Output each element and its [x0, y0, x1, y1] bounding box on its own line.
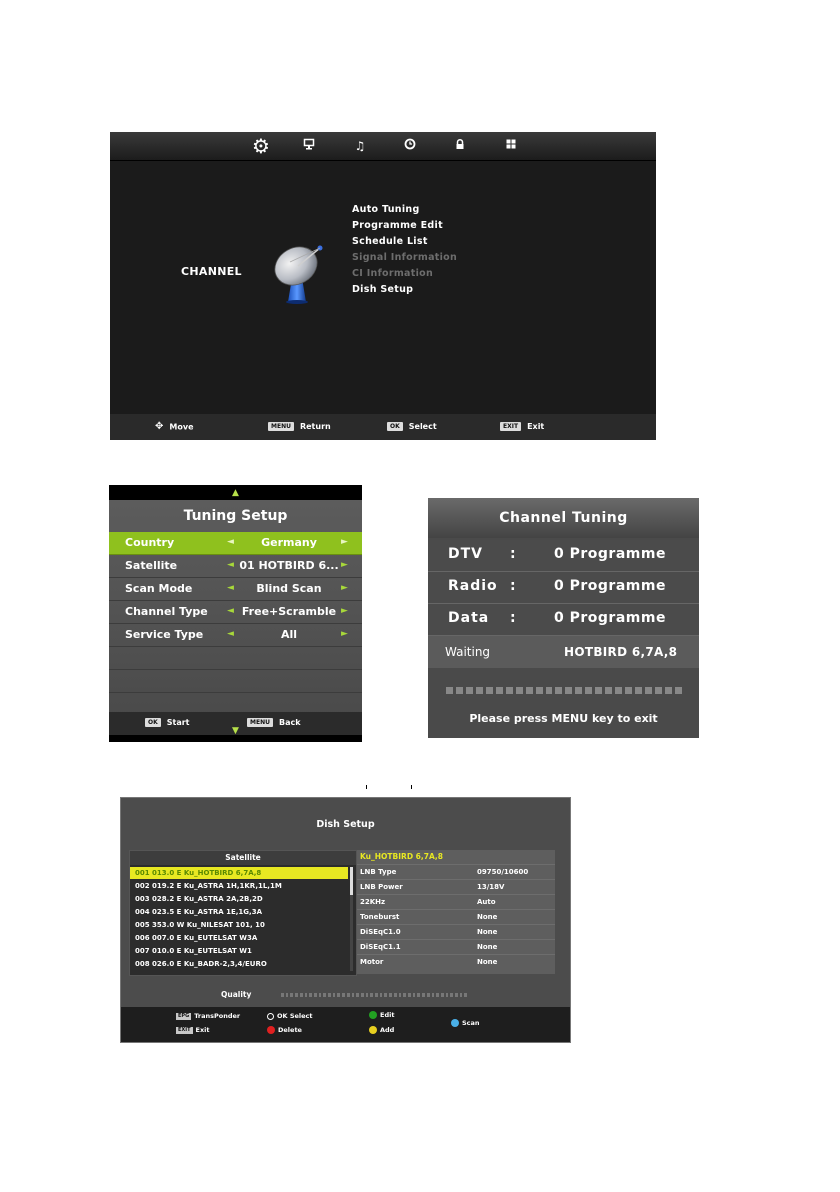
- tuning-setup-body: [109, 500, 362, 727]
- menu-category-bar: [110, 132, 656, 161]
- clock-icon[interactable]: [402, 138, 418, 154]
- meter-segment: [506, 687, 513, 694]
- right-arrow-icon[interactable]: ►: [341, 537, 348, 547]
- ok-key: OK: [387, 422, 403, 431]
- setting-row-service-type[interactable]: Service Type ◄ All ►: [109, 624, 362, 647]
- property-row-toneburst[interactable]: Toneburst None: [357, 909, 555, 925]
- satellite-dish-icon: [270, 236, 332, 304]
- meter-segment: [417, 993, 420, 997]
- meter-segment: [333, 993, 336, 997]
- setting-row-satellite[interactable]: Satellite ◄ 01 HOTBIRD 6... ►: [109, 555, 362, 578]
- satellite-list-item[interactable]: 008 026.0 E Ku_BADR-2,3,4/EURO: [135, 960, 267, 968]
- meter-segment: [456, 687, 463, 694]
- meter-segment: [300, 993, 303, 997]
- hint-move: ✥ Move: [155, 421, 194, 432]
- exit-instruction: Please press MENU key to exit: [469, 712, 658, 725]
- meter-segment: [476, 687, 483, 694]
- right-arrow-icon[interactable]: ►: [341, 629, 348, 639]
- result-row-data: Data : 0 Programme: [428, 604, 699, 636]
- music-icon[interactable]: ♫: [354, 139, 366, 153]
- left-arrow-icon[interactable]: ◄: [227, 560, 234, 570]
- hint-return: MENU Return: [268, 421, 331, 433]
- property-row-diseqc-1-0[interactable]: DiSEqC1.0 None: [357, 924, 555, 940]
- monitor-icon[interactable]: [301, 138, 317, 154]
- meter-segment: [380, 993, 383, 997]
- menu-item-signal-information: Signal Information: [352, 252, 458, 263]
- satellite-list-item[interactable]: 007 010.0 E Ku_EUTELSAT W1: [135, 947, 252, 955]
- meter-segment: [635, 687, 642, 694]
- property-row-22khz[interactable]: 22KHz Auto: [357, 894, 555, 910]
- meter-segment: [665, 687, 672, 694]
- hint-delete: Delete: [267, 1025, 302, 1035]
- meter-segment: [375, 993, 378, 997]
- meter-segment: [399, 993, 402, 997]
- meter-segment: [516, 687, 523, 694]
- meter-segment: [319, 993, 322, 997]
- channel-tuning-screen: [428, 498, 699, 738]
- menu-item-auto-tuning[interactable]: Auto Tuning: [352, 204, 420, 215]
- result-row-dtv: DTV : 0 Programme: [428, 540, 699, 572]
- menu-item-programme-edit[interactable]: Programme Edit: [352, 220, 443, 231]
- meter-segment: [394, 993, 397, 997]
- meter-segment: [575, 687, 582, 694]
- hint-transponder: EPG TransPonder: [178, 1012, 241, 1020]
- meter-segment: [565, 687, 572, 694]
- meter-segment: [450, 993, 453, 997]
- menu-item-dish-setup[interactable]: Dish Setup: [352, 284, 414, 295]
- yellow-button-icon: [369, 1026, 377, 1034]
- meter-segment: [464, 993, 467, 997]
- property-row-diseqc-1-1[interactable]: DiSEqC1.1 None: [357, 939, 555, 955]
- dish-setup-screen: [120, 797, 571, 1043]
- property-row-motor[interactable]: Motor None: [357, 954, 555, 970]
- right-arrow-icon[interactable]: ►: [341, 606, 348, 616]
- section-title: CHANNEL: [181, 265, 242, 278]
- hint-scan: Scan: [451, 1018, 480, 1028]
- meter-segment: [441, 993, 444, 997]
- meter-segment: [496, 687, 503, 694]
- setting-row-scan-mode[interactable]: Scan Mode ◄ Blind Scan ►: [109, 578, 362, 601]
- blue-button-icon: [451, 1019, 459, 1027]
- setting-row-channel-type[interactable]: Channel Type ◄ Free+Scramble ►: [109, 601, 362, 624]
- menu-key: MENU: [247, 718, 273, 727]
- meter-segment: [370, 993, 373, 997]
- meter-segment: [436, 993, 439, 997]
- meter-segment: [675, 687, 682, 694]
- epg-key: EPG: [178, 1012, 190, 1019]
- meter-segment: [466, 687, 473, 694]
- meter-segment: [625, 687, 632, 694]
- meter-segment: [305, 993, 308, 997]
- meter-segment: [585, 687, 592, 694]
- left-arrow-icon[interactable]: ◄: [227, 606, 234, 616]
- channel-menu-screen: [110, 132, 656, 440]
- tuning-setup-screen: [109, 485, 362, 742]
- lock-icon[interactable]: [452, 138, 468, 154]
- meter-segment: [446, 993, 449, 997]
- hint-add: Add: [369, 1025, 394, 1035]
- meter-segment: [526, 687, 533, 694]
- meter-segment: [328, 993, 331, 997]
- red-button-icon: [267, 1026, 275, 1034]
- channel-menu-list: [352, 202, 457, 298]
- meter-segment: [555, 687, 562, 694]
- meter-segment: [323, 993, 326, 997]
- meter-segment: [460, 993, 463, 997]
- meter-segment: [645, 687, 652, 694]
- meter-segment: [290, 993, 293, 997]
- move-arrows-icon: ✥: [155, 421, 164, 432]
- meter-segment: [455, 993, 458, 997]
- hint-edit: Edit: [369, 1010, 394, 1020]
- satellite-list-item[interactable]: 006 007.0 E Ku_EUTELSAT W3A: [135, 934, 258, 942]
- meter-segment: [352, 993, 355, 997]
- empty-row: [109, 647, 362, 670]
- scrollbar-thumb[interactable]: [350, 867, 353, 895]
- menu-key: MENU: [268, 422, 294, 431]
- meter-segment: [337, 993, 340, 997]
- channel-tuning-title: Channel Tuning: [428, 498, 699, 538]
- meter-segment: [342, 993, 345, 997]
- meter-segment: [347, 993, 350, 997]
- satellite-list-header: Satellite: [130, 851, 356, 865]
- tick-mark: [411, 785, 412, 789]
- meter-segment: [546, 687, 553, 694]
- meter-segment: [403, 993, 406, 997]
- hint-back: MENU Back: [247, 717, 301, 729]
- menu-item-schedule-list[interactable]: Schedule List: [352, 236, 428, 247]
- left-arrow-icon[interactable]: ◄: [227, 537, 234, 547]
- left-arrow-icon[interactable]: ◄: [227, 583, 234, 593]
- meter-segment: [422, 993, 425, 997]
- grid-icon[interactable]: [503, 138, 519, 154]
- meter-segment: [361, 993, 364, 997]
- meter-segment: [486, 687, 493, 694]
- hint-select: OK Select: [387, 421, 437, 433]
- satellite-list-item[interactable]: 003 028.2 E Ku_ASTRA 2A,2B,2D: [135, 895, 263, 903]
- meter-segment: [309, 993, 312, 997]
- ok-key: OK: [145, 718, 161, 727]
- selected-satellite-name: Ku_HOTBIRD 6,7A,8: [360, 852, 443, 861]
- hint-start: OK Start: [145, 717, 190, 729]
- meter-segment: [384, 993, 387, 997]
- quality-label: Quality: [221, 990, 252, 999]
- exit-key: EXIT: [500, 422, 521, 431]
- tuning-setup-title: Tuning Setup: [183, 508, 288, 524]
- quality-meter: [281, 993, 467, 997]
- property-row-lnb-type[interactable]: LNB Type 09750/10600: [357, 864, 555, 880]
- meter-segment: [432, 993, 435, 997]
- hint-exit: EXIT Exit: [500, 421, 544, 433]
- scan-status-row: Waiting HOTBIRD 6,7A,8: [428, 636, 699, 668]
- satellite-list-item[interactable]: 001 013.0 E Ku_HOTBIRD 6,7A,8: [130, 867, 348, 879]
- meter-segment: [366, 993, 369, 997]
- meter-segment: [295, 993, 298, 997]
- meter-segment: [281, 993, 284, 997]
- satellite-list: [129, 850, 357, 976]
- setting-row-country[interactable]: Country ◄ Germany ►: [109, 532, 362, 555]
- exit-key: EXIT: [178, 1026, 191, 1033]
- meter-segment: [286, 993, 289, 997]
- meter-segment: [615, 687, 622, 694]
- meter-segment: [446, 687, 453, 694]
- meter-segment: [427, 993, 430, 997]
- tuning-progress-bar: [446, 687, 682, 694]
- right-arrow-icon[interactable]: ►: [341, 560, 348, 570]
- meter-segment: [413, 993, 416, 997]
- key-hint-bar: [110, 414, 656, 440]
- meter-segment: [314, 993, 317, 997]
- tick-mark: [366, 785, 367, 789]
- ok-button-icon: [267, 1013, 274, 1020]
- meter-segment: [595, 687, 602, 694]
- empty-row: [109, 670, 362, 693]
- meter-segment: [655, 687, 662, 694]
- left-arrow-icon[interactable]: ◄: [227, 629, 234, 639]
- green-button-icon: [369, 1011, 377, 1019]
- gear-icon[interactable]: ⚙: [252, 134, 270, 158]
- scroll-down-arrow-icon[interactable]: ▼: [232, 726, 239, 736]
- dish-setup-footer: [121, 1007, 570, 1042]
- satellite-list-scrollbar[interactable]: [350, 867, 353, 971]
- hint-ok-select: OK Select: [267, 1011, 313, 1021]
- right-arrow-icon[interactable]: ►: [341, 583, 348, 593]
- result-row-radio: Radio : 0 Programme: [428, 572, 699, 604]
- meter-segment: [389, 993, 392, 997]
- property-row-lnb-power[interactable]: LNB Power 13/18V: [357, 879, 555, 895]
- satellite-list-item[interactable]: 005 353.0 W Ku_NILESAT 101, 10: [135, 921, 265, 929]
- meter-segment: [408, 993, 411, 997]
- satellite-list-item[interactable]: 004 023.5 E Ku_ASTRA 1E,1G,3A: [135, 908, 262, 916]
- menu-item-ci-information: CI Information: [352, 268, 434, 279]
- scroll-up-arrow-icon[interactable]: ▲: [232, 488, 239, 498]
- meter-segment: [605, 687, 612, 694]
- meter-segment: [356, 993, 359, 997]
- hint-exit: EXIT Exit: [178, 1026, 210, 1034]
- dish-setup-title: Dish Setup: [316, 819, 375, 830]
- satellite-properties: [357, 850, 555, 974]
- satellite-list-item[interactable]: 002 019.2 E Ku_ASTRA 1H,1KR,1L,1M: [135, 882, 282, 890]
- meter-segment: [536, 687, 543, 694]
